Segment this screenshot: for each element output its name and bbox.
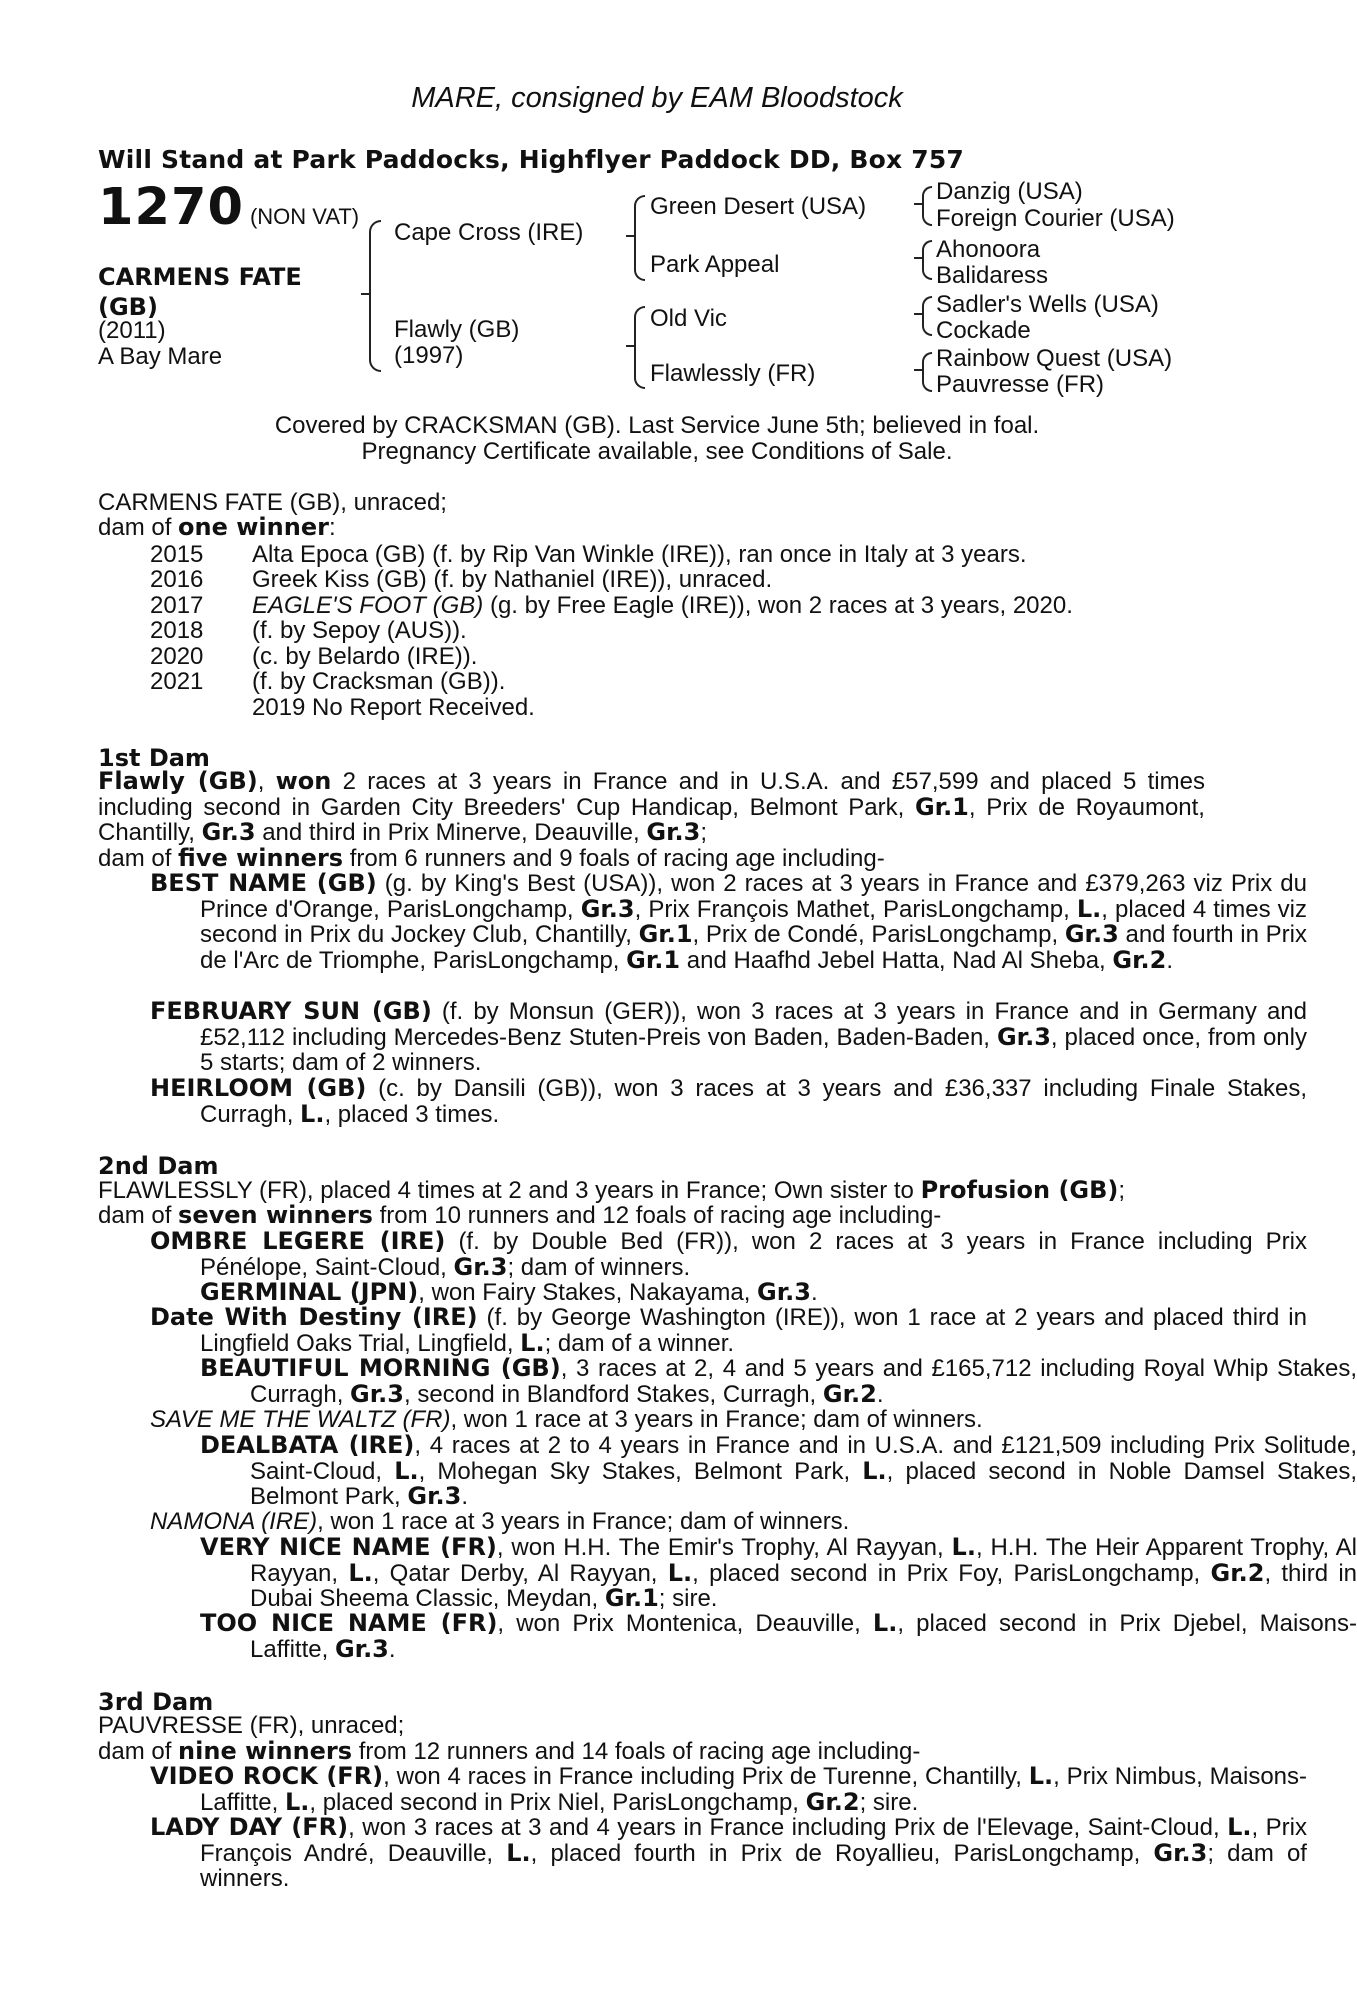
- dam2-entry: OMBRE LEGERE (IRE) (f. by Double Bed (FR)), won 2 races at 3 years in France including Prix Pénélope, Saint-Cloud, Gr.3; dam of winners.: [150, 1227, 1308, 1281]
- gen4-3: Ahonoora: [936, 236, 1041, 263]
- horse-year: (2011): [98, 317, 166, 344]
- pedigree-brace: [369, 220, 381, 372]
- stand-location: Will Stand at Park Paddocks, Highflyer Paddock DD, Box 757: [98, 145, 965, 174]
- produce-entry: (c. by Belardo (IRE)).: [252, 643, 478, 670]
- dam-dam: Flawlessly (FR): [650, 360, 816, 387]
- sire-sire: Green Desert (USA): [650, 193, 867, 220]
- lot-number: 1270: [98, 178, 244, 237]
- dam3-record: PAUVRESSE (FR), unraced;: [98, 1712, 405, 1739]
- section-title-3rd-dam: 3rd Dam: [98, 1688, 214, 1716]
- produce-summary: dam of one winner:: [98, 513, 336, 541]
- produce-year: 2020: [150, 643, 204, 670]
- dam1-record: Flawly (GB), won 2 races at 3 years in France and in U.S.A. and £57,599 and placed 5 times including second in Garden City Breeders' Cup Handicap, Belmont Park, Gr.1, Prix de Royaumont, Chantilly, Gr.3 and third in Prix Minerve, Deauville, Gr.3;: [98, 767, 1205, 846]
- horse-description: A Bay Mare: [98, 343, 223, 370]
- horse-name: CARMENS FATE (GB): [98, 263, 302, 321]
- produce-entry: EAGLE'S FOOT (GB) (g. by Free Eagle (IRE)), won 2 races at 3 years, 2020.: [252, 592, 1073, 619]
- gen4-2: Foreign Courier (USA): [936, 205, 1175, 232]
- produce-entry: (f. by Sepoy (AUS)).: [252, 617, 467, 644]
- dam: Flawly (GB): [394, 316, 520, 343]
- sire: Cape Cross (IRE): [394, 219, 584, 246]
- lot-number-block: [98, 178, 359, 237]
- dam2-subentry: VERY NICE NAME (FR), won H.H. The Emir's Trophy, Al Rayyan, L., H.H. The Heir Apparent Trophy, Al Rayyan, L., Qatar Derby, Al Rayyan, L., placed second in Prix Foy, ParisLongchamp, Gr.2, third in Dubai Sheema Classic, Meydan, Gr.1; sire.: [200, 1533, 1357, 1612]
- dam1-entry: BEST NAME (GB) (g. by King's Best (USA)), won 2 races at 3 years in France and £379,263 viz Prix du Prince d'Orange, ParisLongchamp, Gr.3, Prix François Mathet, ParisLongchamp, L., placed 4 times viz second in Prix du Jockey Club, Chantilly, Gr.1, Prix de Condé, ParisLongchamp, Gr.3 and fourth in Prix de l'Arc de Triomphe, ParisLongchamp, Gr.1 and Haafhd Jebel Hatta, Nad Al Sheba, Gr.2.: [150, 869, 1307, 974]
- gen4-1: Danzig (USA): [936, 178, 1083, 205]
- dam1-entry: FEBRUARY SUN (GB) (f. by Monsun (GER)), won 3 races at 3 years in France and in Germany and £52,112 including Mercedes-Benz Stuten-Preis von Baden, Baden-Baden, Gr.3, placed once, from only 5 starts; dam of 2 winners.: [150, 997, 1307, 1076]
- vat-status: (NON VAT): [249, 204, 360, 229]
- gen4-8: Pauvresse (FR): [936, 371, 1105, 398]
- dam2-subentry: GERMINAL (JPN), won Fairy Stakes, Nakayama, Gr.3.: [200, 1278, 818, 1306]
- produce-entry: Alta Epoca (GB) (f. by Rip Van Winkle (IRE)), ran once in Italy at 3 years.: [252, 541, 1027, 568]
- dam-year: (1997): [394, 342, 464, 369]
- sire-dam: Park Appeal: [650, 251, 780, 278]
- dam2-entry: NAMONA (IRE), won 1 race at 3 years in France; dam of winners.: [150, 1508, 850, 1535]
- produce-entry: Greek Kiss (GB) (f. by Nathaniel (IRE)), unraced.: [252, 566, 773, 593]
- produce-entry: (f. by Cracksman (GB)).: [252, 668, 506, 695]
- dam3-entry: LADY DAY (FR), won 3 races at 3 and 4 years in France including Prix de l'Elevage, Saint-Cloud, L., Prix François André, Deauville, L., placed fourth in Prix de Royallieu, ParisLongchamp, Gr.3; dam of winners.: [150, 1813, 1307, 1892]
- gen4-5: Sadler's Wells (USA): [936, 291, 1159, 318]
- dam2-record: FLAWLESSLY (FR), placed 4 times at 2 and 3 years in France; Own sister to Profusion (GB);: [98, 1176, 1126, 1204]
- dam2-subentry: TOO NICE NAME (FR), won Prix Montenica, Deauville, L., placed second in Prix Djebel, Maisons-Laffitte, Gr.3.: [200, 1609, 1357, 1663]
- produce-note: 2019 No Report Received.: [252, 694, 535, 721]
- covering-info: Covered by CRACKSMAN (GB). Last Service June 5th; believed in foal.: [274, 412, 1040, 439]
- gen4-6: Cockade: [936, 317, 1031, 344]
- produce-year: 2016: [150, 566, 204, 593]
- dam2-subentry: BEAUTIFUL MORNING (GB), 3 races at 2, 4 and 5 years and £165,712 including Royal Whip Stakes, Curragh, Gr.3, second in Blandford Stakes, Curragh, Gr.2.: [200, 1354, 1357, 1408]
- produce-year: 2021: [150, 668, 204, 695]
- pedigree-brace: [634, 306, 645, 389]
- dam2-produce-summary: dam of seven winners from 10 runners and 12 foals of racing age including-: [98, 1201, 942, 1229]
- dam-sire: Old Vic: [650, 305, 727, 332]
- dam2-entry: Date With Destiny (IRE) (f. by George Washington (IRE)), won 1 race at 2 years and placed third in Lingfield Oaks Trial, Lingfield, L.; dam of a winner.: [150, 1303, 1307, 1357]
- gen4-4: Balidaress: [936, 262, 1049, 289]
- gen4-7: Rainbow Quest (USA): [936, 345, 1173, 372]
- produce-intro: CARMENS FATE (GB), unraced;: [98, 489, 447, 516]
- dam1-entry: HEIRLOOM (GB) (c. by Dansili (GB)), won 3 races at 3 years and £36,337 including Finale Stakes, Curragh, L., placed 3 times.: [150, 1074, 1307, 1128]
- dam2-subentry: DEALBATA (IRE), 4 races at 2 to 4 years in France and in U.S.A. and £121,509 including Prix Solitude, Saint-Cloud, L., Mohegan Sky Stakes, Belmont Park, L., placed second in Noble Damsel Stakes, Belmont Park, Gr.3.: [200, 1431, 1357, 1510]
- dam3-produce-summary: dam of nine winners from 12 runners and 14 foals of racing age including-: [98, 1737, 921, 1765]
- section-title-1st-dam: 1st Dam: [98, 744, 210, 772]
- produce-year: 2017: [150, 592, 204, 619]
- dam2-entry: SAVE ME THE WALTZ (FR), won 1 race at 3 years in France; dam of winners.: [150, 1406, 983, 1433]
- pregnancy-info: Pregnancy Certificate available, see Conditions of Sale.: [361, 438, 953, 465]
- dam3-entry: VIDEO ROCK (FR), won 4 races in France including Prix de Turenne, Chantilly, L., Prix Nimbus, Maisons-Laffitte, L., placed second in Prix Niel, ParisLongchamp, Gr.2; sire.: [150, 1762, 1308, 1816]
- produce-year: 2018: [150, 617, 204, 644]
- dam1-produce-summary: dam of five winners from 6 runners and 9 foals of racing age including-: [98, 844, 885, 872]
- section-title-2nd-dam: 2nd Dam: [98, 1152, 219, 1180]
- produce-year: 2015: [150, 541, 204, 568]
- page-title: MARE, consigned by EAM Bloodstock: [411, 82, 903, 114]
- pedigree-brace: [634, 195, 645, 281]
